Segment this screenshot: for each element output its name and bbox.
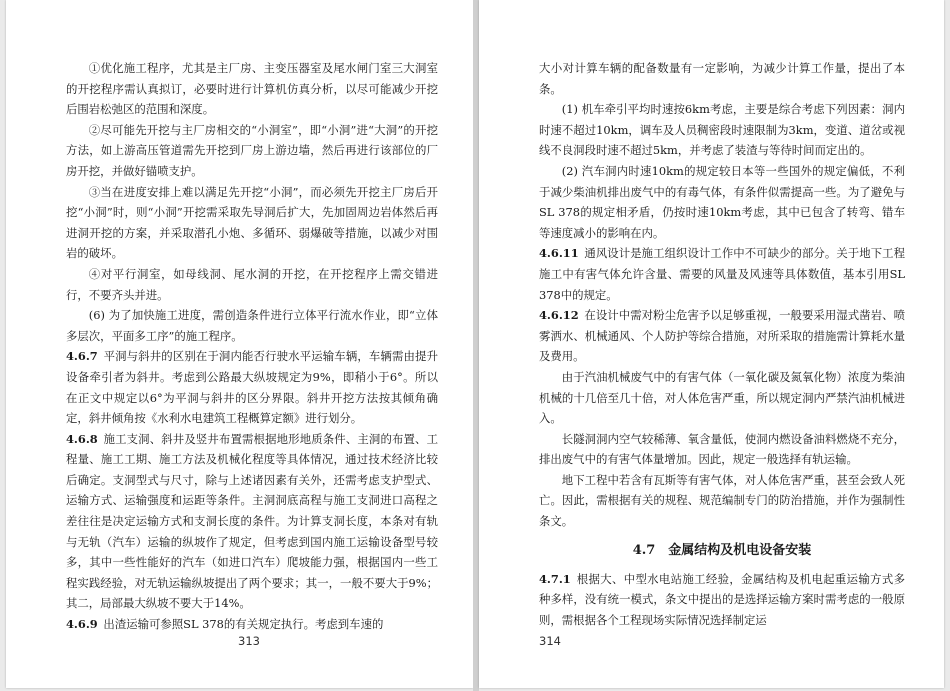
paragraph-text: (1) 机车牵引平均时速按6km考虑，主要是综合考虑下列因素：洞内时速不超过10km，调车及人员稠密段时速限制为3km，变道、道岔或视线不良洞段时速不超过5km，并考虑了装渣与等待时间而定出的。 <box>539 102 905 158</box>
body-paragraph <box>539 99 905 161</box>
clause-number: 4.6.9 <box>66 617 98 632</box>
paragraph-text: (6) 为了加快施工进度，需创造条件进行立体平行流水作业，即“立体多层次，平面多工序”的施工程序。 <box>66 308 438 343</box>
paragraph-text: 平洞与斜井的区别在于洞内能否行驶水平运输车辆，车辆需由提升设备牵引者为斜井。考虑到公路最大纵坡规定为9%，即稍小于6°。所以在正文中规定以6°为平洞与斜井的区分界限。斜井开挖方法按其倾角确定，斜井倾角按《水利水电建筑工程概算定额》进行划分。 <box>66 349 438 426</box>
left-page-number: 313 <box>238 634 260 648</box>
body-paragraph <box>539 367 905 429</box>
paragraph-text: 根据大、中型水电站施工经验，金属结构及机电起重运输方式多种多样，没有统一模式，条文中提出的是选择运输方案时需考虑的一般原则，需根据各个工程现场实际情况选择制定运 <box>539 571 905 627</box>
paragraph-text: 长隧洞洞内空气较稀薄、氧含量低，使洞内燃设备油料燃烧不充分，排出废气中的有害气体量增加。因此，规定一般选择有轨运输。 <box>539 431 905 467</box>
body-paragraph <box>539 429 905 470</box>
body-paragraph <box>66 120 438 182</box>
clause-number: 4.6.8 <box>66 431 98 446</box>
clause-paragraph <box>66 614 438 635</box>
body-paragraph <box>539 58 905 99</box>
right-page-number: 314 <box>539 634 561 648</box>
section-heading: 4.7 金属结构及机电设备安装 <box>632 542 812 558</box>
paragraph-text: 施工支洞、斜井及竖井布置需根据地形地质条件、主洞的布置、工程量、施工工期、施工方法及机械化程度等具体情况，通过技术经济比较后确定。支洞型式与尺寸，除与上述诸因素有关外，还需考虑支护型式、运输方式、运输强度和运距等条件。主洞洞底高程与施工支洞进口高程之差往往是决定运输方式和支洞长度的条件。为计算支洞长度，本条对有轨与无轨（汽车）运输的纵坡作了规定，但考虑到国内施工运输设备型号较多，其中一些性能好的汽车（如进口汽车）爬坡能力强，根据国内一些工程实践经验，对无轨运输纵坡提出了两个要求；其一，一般不要大于9%；其二，局部最大纵坡不要大于14%。 <box>66 431 438 611</box>
body-paragraph <box>66 305 438 346</box>
body-paragraph <box>539 161 905 243</box>
paragraph-text: 在设计中需对粉尘危害予以足够重视，一般要采用湿式凿岩、喷雾洒水、机械通风、个人防护等综合措施，对所采取的措施需计算耗水量及费用。 <box>539 308 905 364</box>
paragraph-text: 出渣运输可参照SL 378的有关规定执行。考虑到车速的 <box>103 617 384 632</box>
clause-number: 4.6.7 <box>66 349 98 364</box>
body-paragraph <box>66 58 438 120</box>
paragraph-text: 大小对计算车辆的配备数量有一定影响，为减少计算工作量，提出了本条。 <box>539 61 905 96</box>
left-page-body <box>66 58 438 635</box>
clause-paragraph <box>66 346 438 428</box>
left-page <box>6 0 473 688</box>
clause-paragraph <box>539 569 905 631</box>
right-page-text-after <box>539 569 905 631</box>
paragraph-text: ①优化施工程序，尤其是主厂房、主变压器室及尾水闸门室三大洞室的开挖程序需认真拟订，必要时进行计算机仿真分析，以尽可能减少开挖后围岩松弛区的范围和深度。 <box>66 61 438 117</box>
paragraph-text: 地下工程中若含有瓦斯等有害气体，对人体危害严重，甚至会致人死亡。因此，需根据有关的规程、规范编制专门的防治措施，并作为强制性条文。 <box>539 472 905 529</box>
right-page-text-before <box>539 58 905 532</box>
body-paragraph <box>539 470 905 532</box>
right-page-body <box>539 58 905 630</box>
paragraph-text: ②尽可能先开挖与主厂房相交的“小洞室”，即“小洞”进“大洞”的开挖方法，如上游高压管道需先开挖到厂房上游边墙，然后再进行该部位的厂房开挖，并做好锚喷支护。 <box>66 122 438 178</box>
body-paragraph <box>66 264 438 305</box>
paragraph-text: 由于汽油机械废气中的有害气体（一氧化碳及氮氧化物）浓度为柴油机械的十几倍至几十倍，对人体危害严重，所以规定洞内严禁汽油机械进入。 <box>539 369 905 426</box>
paragraph-text: (2) 汽车洞内时速10km的规定较日本等一些国外的规定偏低，不利于减少柴油机排出废气中的有毒气体，有条件似需提高一些。为了避免与SL 378的规定相矛盾，仍按时速10km考虑，其中已包含了转弯、错车等速度减小的影响在内。 <box>539 163 905 240</box>
clause-paragraph <box>539 243 905 305</box>
clause-number: 4.6.11 <box>539 246 579 261</box>
paragraph-text: ③当在进度安排上难以满足先开挖“小洞”，而必须先开挖主厂房后开挖“小洞”时，则“小洞”开挖需采取先导洞后扩大，先加固周边岩体然后再进洞开挖的方案，并采取潜孔小炮、多循环、弱爆破等措施，以减少对围岩的破坏。 <box>66 184 438 261</box>
clause-paragraph <box>539 305 905 367</box>
body-paragraph <box>66 182 438 264</box>
paragraph-text: ④对平行洞室，如母线洞、尾水洞的开挖，在开挖程序上需交错进行，不要齐头并进。 <box>66 266 438 302</box>
right-page <box>479 0 944 688</box>
clause-number: 4.6.12 <box>539 308 579 323</box>
paragraph-text: 通风设计是施工组织设计工作中不可缺少的部分。关于地下工程施工中有害气体允许含量、需要的风量及风速等具体数值，基本引用SL 378中的规定。 <box>539 246 905 302</box>
clause-number: 4.7.1 <box>539 571 571 586</box>
clause-paragraph <box>66 429 438 614</box>
